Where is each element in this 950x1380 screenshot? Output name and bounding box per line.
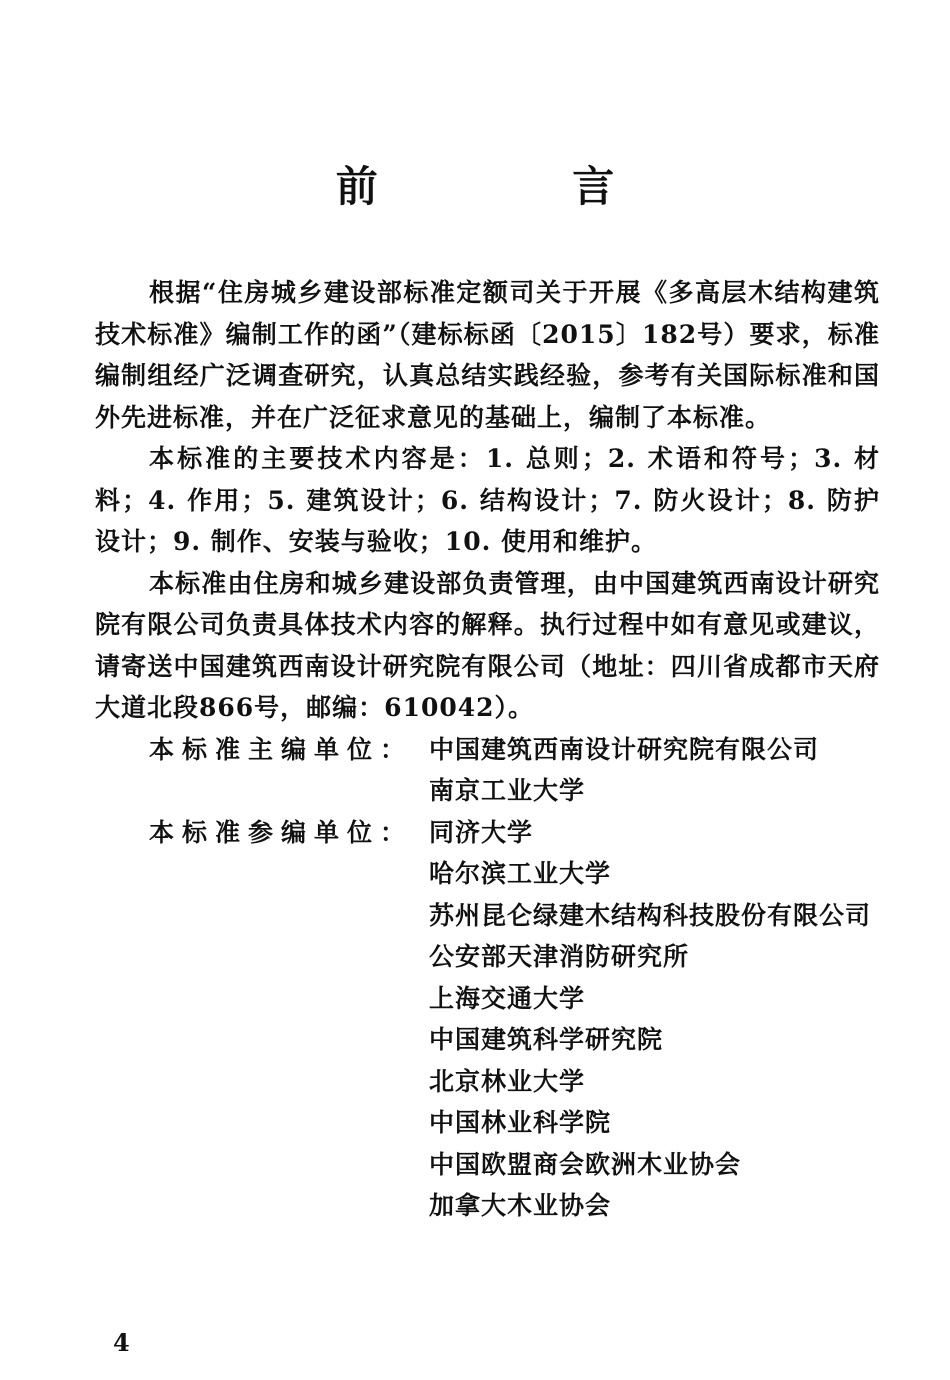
editor-units-row [95, 729, 880, 812]
participant-units-row [95, 812, 880, 1227]
participant-units-label: 本标准参编单位： [149, 817, 414, 847]
participant-unit: 中国欧盟商会欧洲木业协会 [429, 1149, 742, 1179]
participant-unit: 加拿大木业协会 [429, 1191, 612, 1220]
participant-units-list [429, 812, 880, 1227]
paragraph-preface-basis: 根据“住房城乡建设部标准定额司关于开展《多高层木结构建筑技术标准》编制工作的函”（建标标函〔2015〕182号）要求，标准编制组经广泛调查研究，认真总结实践经验，参考有关国际标准和国外先进标准，并在广泛征求意见的基础上，编制了本标准。 [95, 278, 880, 432]
participant-unit: 中国林业科学院 [429, 1108, 612, 1137]
participant-unit: 公安部天津消防研究所 [429, 942, 690, 971]
participant-unit: 苏州昆仑绿建木结构科技股份有限公司 [429, 900, 872, 930]
paragraph-technical-content: 本标准的主要技术内容是：1. 总则；2. 术语和符号；3. 材料；4. 作用；5. 建筑设计；6. 结构设计；7. 防火设计；8. 防护设计；9. 制作、安装与验收；10. 使用和维护。 [95, 444, 880, 556]
editor-units-list [429, 729, 880, 812]
page-number: 4 [113, 1328, 130, 1357]
participant-unit: 哈尔滨工业大学 [429, 859, 612, 888]
page-title: 前 言 [335, 162, 705, 211]
editor-units-label: 本标准主编单位： [149, 734, 414, 764]
participant-unit: 上海交通大学 [429, 983, 586, 1013]
editor-unit: 南京工业大学 [429, 776, 586, 805]
participant-unit: 北京林业大学 [429, 1066, 586, 1096]
participant-unit: 同济大学 [429, 817, 534, 847]
paragraph-management: 本标准由住房和城乡建设部负责管理，由中国建筑西南设计研究院有限公司负责具体技术内容的解释。执行过程中如有意见或建议，请寄送中国建筑西南设计研究院有限公司（地址：四川省成都市天府大道北段866号，邮编：610042）。 [95, 568, 880, 722]
document-body [95, 272, 880, 1227]
units-section [95, 729, 880, 1227]
participant-unit: 中国建筑科学研究院 [429, 1025, 664, 1054]
editor-unit: 中国建筑西南设计研究院有限公司 [429, 734, 820, 764]
